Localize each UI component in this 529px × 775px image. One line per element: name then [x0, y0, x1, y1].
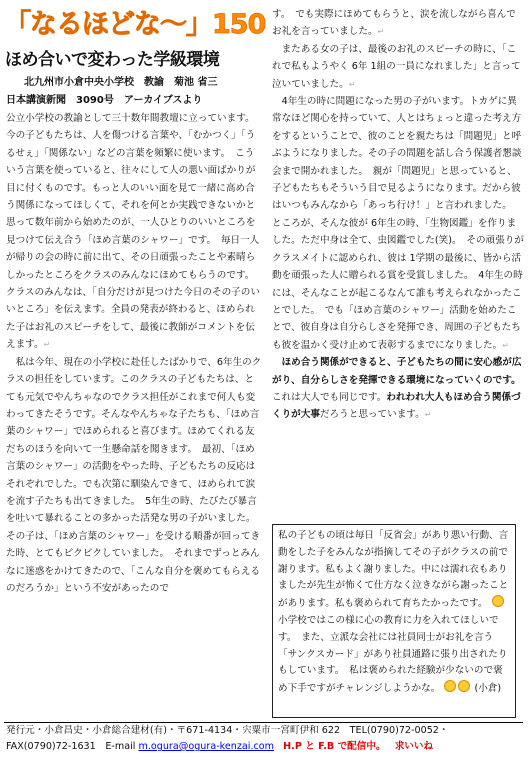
article-paragraph: 4年生の時に問題になった男の子がいます。トカゲに異常なほど関心を持っていて、人とはちょっと違った考え方をするということで、彼のことを親たちは「問題児」と呼ぶようになりました。その子の問題を話し合う保護者懇談会まで開かれました。 親が「問題児」と思っていると、子どもたちもそういう目で見るようになります。だから彼はいつもみんなから「あっち行け！」と言われました。 ところが、そんな彼が 6年生の時、「生物図鑑」を作りました。ただ中身は全て、虫図鑑でした(笑)。 その頑張りがクラスメイトに認められ、彼は 1学期の最後に、皆から活動を頑張った人に贈られる賞を受賞しました。 4年生の時には、そんなことが起こるなんて誰も考えられなかったことでした。 でも「ほめ言葉のシャワー」活動を始めたことで、彼自身は自分らしさを発揮でき、周囲の子どもたちも彼を温かく受け止めて表彰するまでになりました。↵	[272, 96, 524, 351]
article-paragraph: またある女の子は、最後のお礼のスピーチの時に、「これで私もようやく 6年 1組の一員になれました」と言って泣いていました。↵	[272, 43, 521, 90]
article-paragraph: 私は今年、現在の小学校に赴任したばかりで、6年生のクラスの担任をしています。このクラスの子どもたちは、とても元気でやんちゃなのでクラス担任がこれまで何人も変わってきたそうです。そんなやんちゃな子たちも、「ほめ言葉のシャワー」でほめられると喜びます。ほめてくれる友だちのほうを向いて一生懸命話を聞きます。 最初、「ほめ言葉のシャワー」の活動をやった時、子どもたちの反応はそれぞれでした。でも次第に馴染んできて、ほめられて涙を流す子たちも出てきました。 5年生の時、たびたび暴言を吐いて暴れることの多かった活発な男の子がいました。 その子は、「ほめ言葉のシャワー」を受ける順番が回ってきた時、とてもビクビクしていました。 それまでずっとみんなに迷惑をかけてきたので、「こんな自分を褒めてもらえるのだろうか」という不安があったので	[6, 356, 262, 594]
source-credit: 日本講演新聞 3090号 アーカイブスより	[6, 95, 203, 106]
note-signature: (小倉)	[474, 683, 502, 695]
article-paragraph: す。 でも実際にほめてもらうと、涙を流しながら喜んでお礼を言っていました。↵	[272, 9, 516, 38]
article-left-column	[6, 110, 262, 720]
editor-note-box	[272, 524, 516, 718]
note-text: 私の子どもの頃は毎日「反省会」があり悪い行動、言動をした子をみんなが指摘してその子がクラスの前で謝ります。私もよく謝りました。中には濡れ衣もありましたが先生が怖くて仕方なく泣きながら謝ったことがあります。私も褒められて育ちたかったです。	[278, 530, 509, 610]
smile-icon	[492, 595, 504, 607]
publisher-footer	[4, 722, 523, 773]
article-paragraph: 公立小学校の教諭として三十数年間教壇に立っています。 今の子どもたちは、人を傷つける言葉や、「むかつく」「うるせぇ」「関係ない」などの言葉を頻繁に使います。 こういう言葉を使っていると、往々にして人の悪い面ばかりが目に付くものです。もっと人のいい面を見て一緒に高め合う関係になってほしくて、それを何とか実践できないかと思って数年前から始めたのが、一人ひとりのいいところを見つけて伝え合う「ほめ言葉のシャワー」です。 毎日一人が帰りの会の時に前に出て、その日頑張ったことや素晴らしかったところをクラスのみんなにほめてもらうのです。 クラスのみんなは、「自分だけが見つけた今日のその子のいいところ」を伝えます。全員の発表が終わると、ほめられた子はお礼のスピーチをして、最後に教師がコメントを伝えます。↵	[6, 113, 260, 351]
smile-icon	[444, 680, 456, 692]
publisher-info: 発行元・小倉昌史・小倉総合建材(有)・〒671-4134・宍粟市一宮町伊和 622 TEL(0790)72-0052・	[6, 725, 449, 736]
laugh-icon	[458, 680, 470, 692]
newsletter-title: 「なるほどな～」150	[4, 9, 266, 40]
fax-label: FAX(0790)72-1631 E-mail	[6, 741, 136, 752]
author-byline: 北九州市小倉中央小学校 教諭 菊池 省三	[24, 77, 218, 88]
like-request: 求いいね	[394, 741, 434, 752]
article-right-column	[272, 6, 524, 519]
distribution-note: H.P と F.B で配信中。	[283, 741, 386, 752]
article-conclusion: ほめ合う関係ができると、子どもたちの間に安心感が広がり、自分らしさを発揮できる環境になっていくのです。 これは大人でも同じです。われわれ大人もほめ合う関係づくりが大事だろうと思っています。↵	[272, 357, 526, 421]
email-link[interactable]: m.ogura@ogura-kenzai.com	[138, 741, 274, 752]
note-text: 小学校ではこの様に心の教育に力を入れてほしいです。 また、立派な会社には社員同士がお礼を言う「サンクスカード」があり社員通路に張り出されたりもしています。 私は褒められた経験が少ないので褒め下手ですがチャレンジしようかな。	[278, 614, 508, 695]
contact-line	[4, 739, 523, 755]
article-headline: ほめ合いで変わった学級環境	[5, 50, 220, 70]
